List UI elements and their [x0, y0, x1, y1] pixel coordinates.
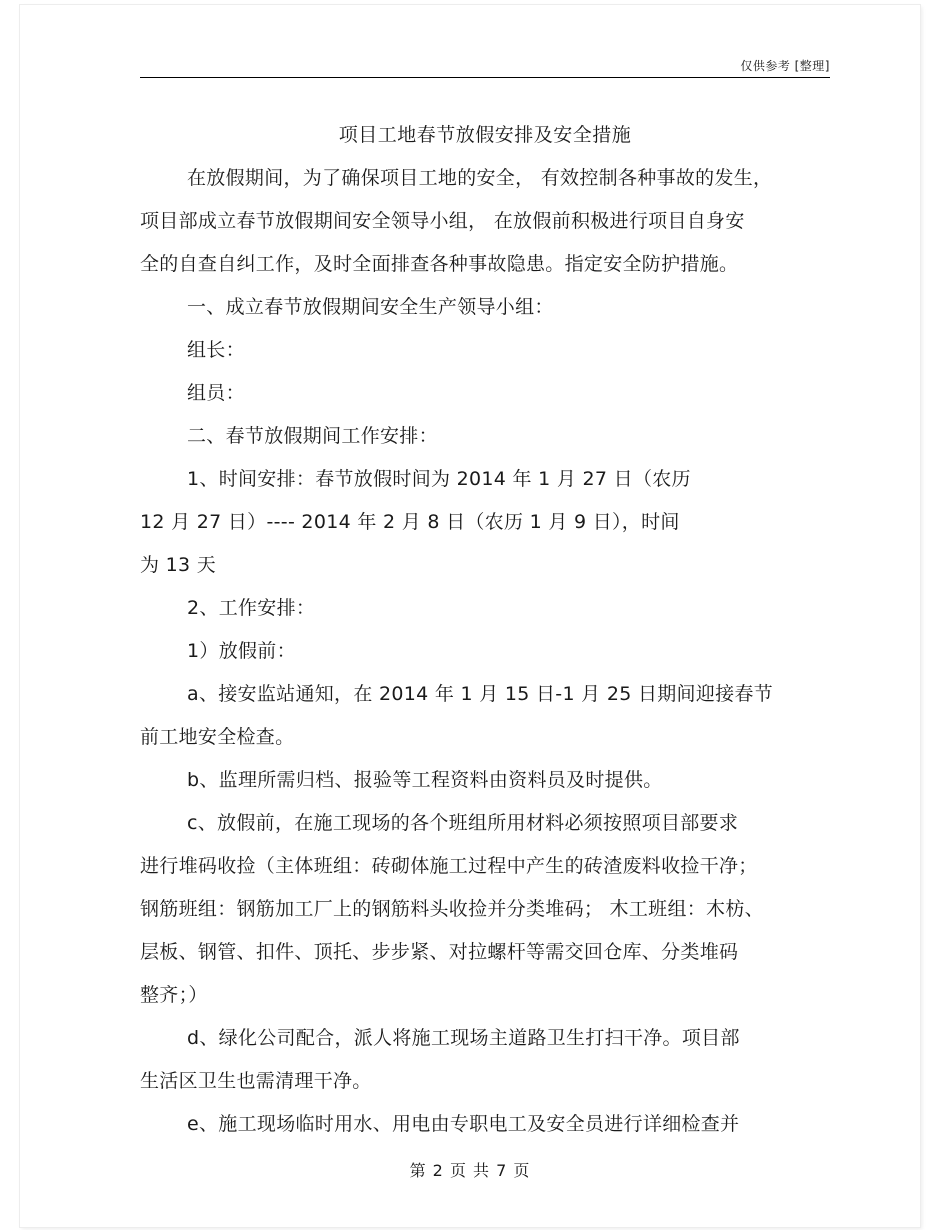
list-item-a: a、接安监站通知，在 2014 年 1 月 15 日-1 月 25 日期间迎接春节: [187, 683, 774, 705]
page-header: [140, 55, 830, 78]
subsection-heading: 2、工作安排：: [187, 597, 316, 619]
document-page: [20, 5, 920, 1227]
paragraph-line: 12 月 27 日）---- 2014 年 2 月 8 日（农历 1 月 9 日），时间: [140, 511, 680, 533]
paragraph-line: 整齐；）: [140, 984, 208, 1006]
section-heading: 二、春节放假期间工作安排：: [187, 425, 438, 447]
paragraph-line: 为 13 天: [140, 554, 217, 576]
paragraph-line: 钢筋班组：钢筋加工厂上的钢筋料头收捡并分类堆码； 木工班组：木枋、: [140, 898, 764, 920]
page-number-footer: 第 2 页 共 7 页: [409, 1161, 531, 1180]
list-item-b: b、监理所需归档、报验等工程资料由资料员及时提供。: [187, 769, 663, 791]
paragraph-line: 进行堆码收捡（主体班组：砖砌体施工过程中产生的砖渣废料收捡干净；: [140, 855, 758, 877]
paragraph-line: 前工地安全检查。: [140, 726, 295, 748]
list-item-c: c、放假前，在施工现场的各个班组所用材料必须按照项目部要求: [187, 812, 739, 834]
paragraph-line: 层板、钢管、扣件、顶托、步步紧、对拉螺杆等需交回仓库、分类堆码: [140, 941, 739, 963]
section-heading: 一、成立春节放假期间安全生产领导小组：: [187, 296, 554, 318]
paragraph-line: 项目部成立春节放假期间安全领导小组， 在放假前积极进行项目自身安: [140, 210, 745, 232]
field-label-leader: 组长：: [187, 339, 245, 361]
paragraph-line: 在放假期间，为了确保项目工地的安全， 有效控制各种事故的发生，: [187, 167, 773, 189]
list-item-e: e、施工现场临时用水、用电由专职电工及安全员进行详细检查并: [187, 1113, 740, 1135]
document-title: 项目工地春节放假安排及安全措施: [338, 124, 632, 146]
paragraph-line: 全的自查自纠工作，及时全面排查各种事故隐患。指定安全防护措施。: [140, 253, 739, 275]
field-label-members: 组员：: [187, 382, 245, 404]
list-item-d: d、绿化公司配合，派人将施工现场主道路卫生打扫干净。项目部: [187, 1027, 740, 1049]
paragraph-line: 1、时间安排：春节放假时间为 2014 年 1 月 27 日（农历: [187, 468, 691, 490]
paragraph-line: 生活区卫生也需清理干净。: [140, 1070, 372, 1092]
header-note: 仅供参考 [整理]: [740, 59, 830, 73]
subsection-heading: 1）放假前：: [187, 640, 296, 662]
